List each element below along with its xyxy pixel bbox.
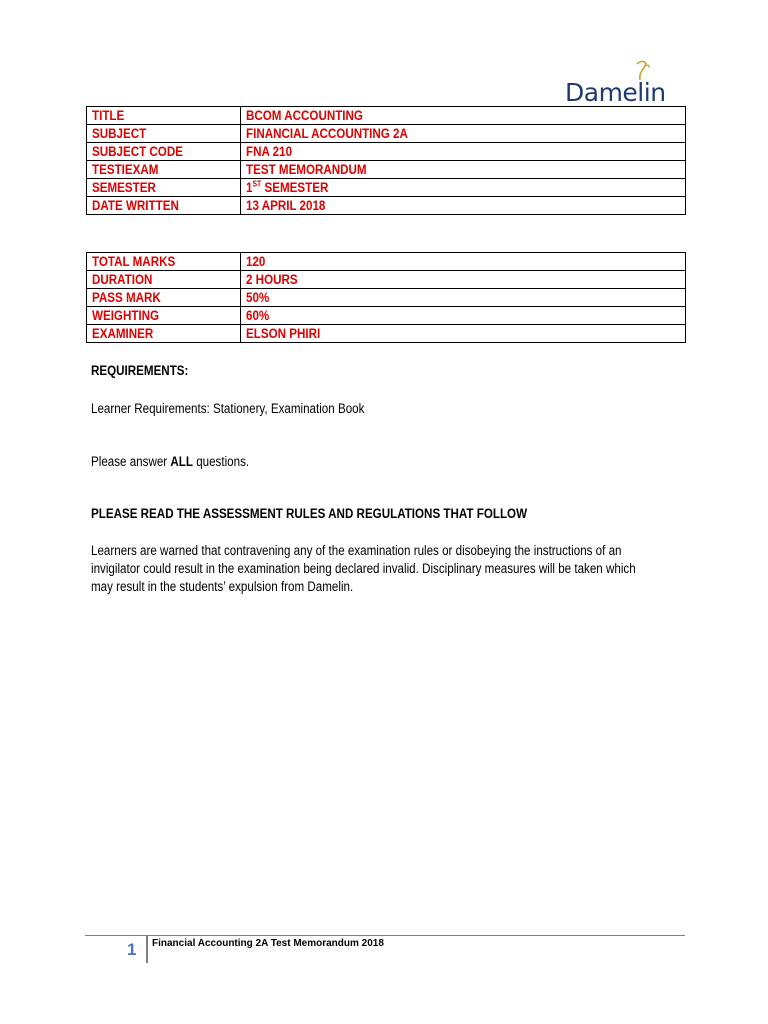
table-row	[87, 161, 686, 179]
details-key: SUBJECT	[87, 125, 241, 143]
damelin-logo	[565, 60, 665, 110]
table-row	[87, 179, 686, 197]
details-key: TITLE	[87, 107, 241, 125]
answer-instruction: Please answer ALL questions.	[91, 454, 250, 469]
details-value: FINANCIAL ACCOUNTING 2A	[241, 125, 686, 143]
marks-value: ELSON PHIRI	[241, 325, 686, 343]
table-row	[87, 125, 686, 143]
details-key: SUBJECT CODE	[87, 143, 241, 161]
table-row	[87, 289, 686, 307]
marks-key: WEIGHTING	[87, 307, 241, 325]
table-row	[87, 307, 686, 325]
details-value: TEST MEMORANDUM	[241, 161, 686, 179]
requirements-heading: REQUIREMENTS:	[91, 363, 189, 378]
footer-title: Financial Accounting 2A Test Memorandum 2018	[152, 938, 384, 949]
table-row	[87, 253, 686, 271]
details-key: SEMESTER	[87, 179, 241, 197]
details-key: TESTIEXAM	[87, 161, 241, 179]
footer-rule	[85, 935, 685, 936]
details-key: DATE WRITTEN	[87, 197, 241, 215]
marks-key: EXAMINER	[87, 325, 241, 343]
table-row	[87, 107, 686, 125]
details-value: BCOM ACCOUNTING	[241, 107, 686, 125]
marks-value: 2 HOURS	[241, 271, 686, 289]
details-value: 1ST SEMESTER	[241, 179, 686, 197]
marks-value: 60%	[241, 307, 686, 325]
marks-key: DURATION	[87, 271, 241, 289]
table-row	[87, 271, 686, 289]
details-value: 13 APRIL 2018	[241, 197, 686, 215]
marks-key: PASS MARK	[87, 289, 241, 307]
details-value: FNA 210	[241, 143, 686, 161]
warning-paragraph: Learners are warned that contravening any of the examination rules or disobeying the instructions of an invigilator could result in the examination being declared invalid. Disciplinary measures will be taken which may result in the students’ expulsion from Damelin.	[91, 543, 636, 594]
marks-value: 50%	[241, 289, 686, 307]
learner-requirements: Learner Requirements: Stationery, Examination Book	[91, 401, 365, 416]
exam-details-table	[86, 106, 686, 215]
page-number: 1	[127, 940, 137, 959]
table-row	[87, 197, 686, 215]
marks-key: TOTAL MARKS	[87, 253, 241, 271]
marks-value: 120	[241, 253, 686, 271]
table-row	[87, 143, 686, 161]
marks-table	[86, 252, 686, 343]
table-row	[87, 325, 686, 343]
logo-wordmark: Damelin	[565, 78, 666, 107]
footer-separator	[146, 935, 148, 963]
rules-heading: PLEASE READ THE ASSESSMENT RULES AND REGULATIONS THAT FOLLOW	[91, 506, 528, 521]
